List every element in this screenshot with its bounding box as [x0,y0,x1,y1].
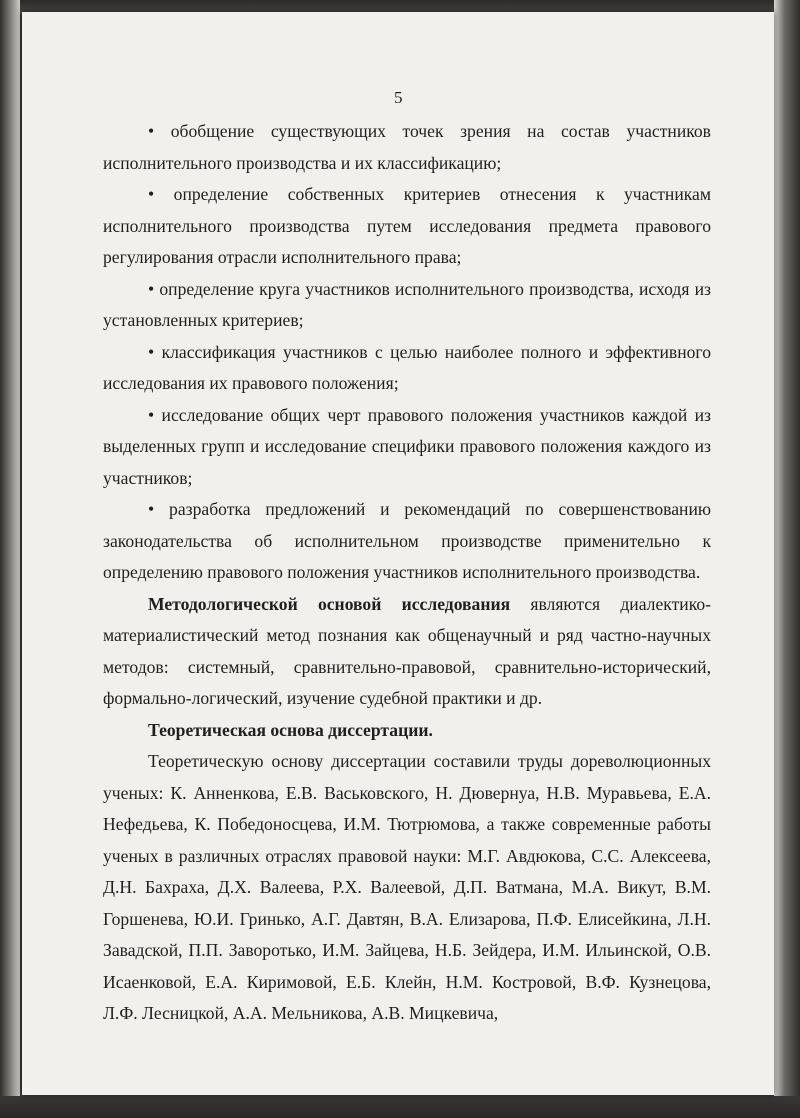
paragraph: • разработка предложений и рекомендаций по совершенствованию законодательства об исполнительном производстве применительно к определению правового положения участников исполнительного производства. [103,499,711,582]
scan-border-bottom [0,1096,800,1118]
document-page [22,12,774,1095]
paragraph: • исследование общих черт правового положения участников каждой из выделенных групп и исследование специфики правового положения каждого из участников; [103,404,711,488]
methodology-text: являются диалектико-материалистический метод познания как общенаучный и ряд частно-научных методов: системный, сравнительно-правовой, сравнительно-исторический, формально-логический, изучение судебной практики и др. [103,593,711,708]
scan-binding-edge [0,0,20,1118]
paragraph: • классификация участников с целью наиболее полного и эффективного исследования их правового положения; [103,341,711,393]
theory-paragraph: Теоретическую основу диссертации составили труды дореволюционных ученых: К. Анненкова, Е.В. Васьковского, Н. Дювернуа, Н.В. Муравьева, Е.А. Нефедьева, К. Победоносцева, И.М. Тютрюмова, а также современные работы ученых в различных отраслях правовой науки: М.Г. Авдюкова, С.С. Алексеева, Д.Н. Бахраха, Д.Х. Валеева, Р.Х. Валеевой, Д.П. Ватмана, М.А. Викут, В.М. Горшенева, Ю.И. Гринько, А.Г. Давтян, В.А. Елизарова, П.Ф. Елисейкина, Л.Н. Завадской, П.П. Заворотько, И.М. Зайцева, Н.Б. Зейдера, И.М. Ильинской, О.В. Исаенковой, Е.А. Киримовой, Е.Б. Клейн, Н.М. Костровой, В.Ф. Кузнецова, Л.Ф. Лесницкой, А.А. Мельникова, А.В. Мицкевича, [103,751,711,1023]
methodology-paragraph [103,589,711,715]
page-number: 5 [394,88,403,107]
paragraph: • определение собственных критериев отнесения к участникам исполнительного производства путем исследования предмета правового регулирования отрасли исполнительного права; [103,184,711,267]
methodology-heading: Методологической основой исследования [148,593,511,614]
scan-border-right [774,0,800,1118]
body-text [103,116,711,1030]
paragraph: • определение круга участников исполнительного производства, исходя из установленных критериев; [103,278,711,330]
paragraph: • обобщение существующих точек зрения на состав участников исполнительного производства и их классификацию; [103,121,711,173]
theory-heading: Теоретическая основа диссертации. [148,719,433,740]
